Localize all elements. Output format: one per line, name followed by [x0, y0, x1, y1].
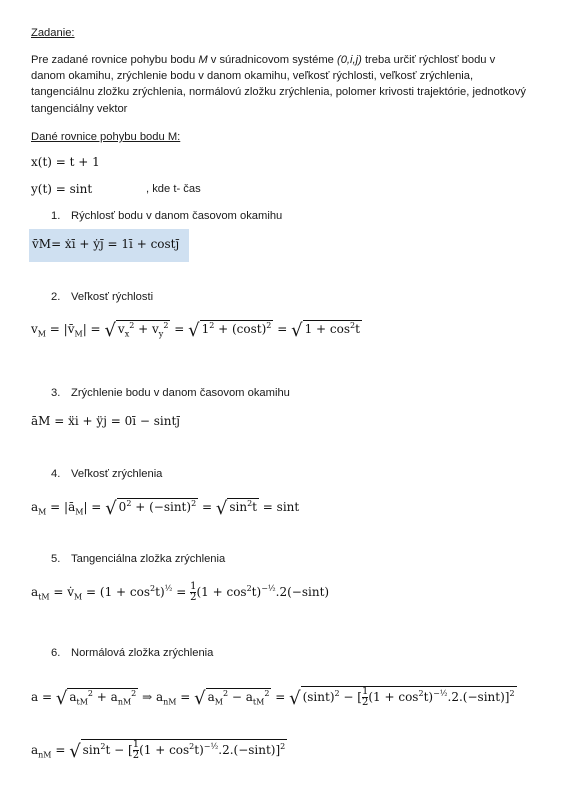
- intro-text: Pre zadané rovnice pohybu bodu: [31, 54, 199, 66]
- step-5-number: 5.: [51, 553, 61, 565]
- formula-speed: $v_M$ = $|v̄_M|$ = √ $v_x^2 + v_y^2$ = √ $1^2 + (\cos t)^2$ = √ $1 + \cos^2t$: [31, 320, 360, 341]
- assignment-paragraph: [31, 52, 531, 117]
- step-3-number: 3.: [51, 387, 61, 399]
- intro-system: (0,i,j): [336, 54, 362, 66]
- formula-acceleration-magnitude: $a_M$ = $|ā_M|$ = √ $0^2 + (-\sin t)^2$ = √ $\sin^2t = \sin t$: [31, 498, 300, 519]
- step-2-label: Veľkosť rýchlosti: [71, 291, 154, 303]
- step-5-label: Tangenciálna zložka zrýchlenia: [71, 553, 226, 565]
- equation-x: x(t) = t + 1: [31, 155, 100, 169]
- step-1-number: 1.: [51, 210, 61, 222]
- formula-acceleration: āM = ẍi + ÿj = 0ī − sintj̄: [31, 414, 181, 428]
- formula-normal-2: $a_{nM}$ = √ $\sin^2t$ − [ $\frac{1}{2}$ $(1 + \cos^2t)^{-\frac{1}{2}}.2.(-\sin t)]^2$: [31, 739, 286, 762]
- assignment-heading: Zadanie:: [31, 27, 75, 39]
- step-2-number: 2.: [51, 291, 61, 303]
- step-6-number: 6.: [51, 647, 61, 659]
- intro-text-end: treba určiť rýchlosť bodu v danom okamihu, zrýchlenie bodu v danom okamihu, veľkosť rýchlosti, veľkosť zrýchlenia, tangenciálnu zložku zrýchlenia, normálovú zložku zrýchlenia, polomer krivosti trajektórie, jednotkový tangenciálny vektor: [31, 54, 526, 115]
- step-3-label: Zrýchlenie bodu v danom časovom okamihu: [71, 387, 290, 399]
- intro-point: M: [198, 54, 208, 66]
- formula-tangential: $a_{tM}$ = $v̇_M = (1 + \cos^2t)^{\frac{1}{2}}$ = $\frac{1}{2}$ $(1 + \cos^2t)^{-\frac{1}{2}}.2(-\sin t)$: [31, 581, 330, 603]
- step-4-number: 4.: [51, 468, 61, 480]
- equation-y: y(t) = sint: [31, 182, 93, 196]
- step-1-label: Rýchlosť bodu v danom časovom okamihu: [71, 210, 283, 222]
- equation-y-note: , kde t- čas: [146, 183, 201, 195]
- formula-normal-1: a = √ $a_{tM}^2 + a_{nM}^2$ ⇒ $a_{nM}$ = √ $a_M^2 - a_{tM}^2$ = √ $(\sin t)^2$ − [ $\frac{1}{2}$ $(1 + \cos^2t)^{-\frac{1}{2}}.2.(-\sin t)]^2$: [31, 686, 515, 709]
- step-6-label: Normálová zložka zrýchlenia: [71, 647, 214, 659]
- given-heading: Dané rovnice pohybu bodu M:: [31, 131, 181, 143]
- intro-text-mid: v súradnicovom systéme: [207, 54, 337, 66]
- formula-velocity: v̄M= ẋī + ẏj̄ = 1ī + costj̄: [32, 237, 180, 251]
- step-4-label: Veľkosť zrýchlenia: [71, 468, 163, 480]
